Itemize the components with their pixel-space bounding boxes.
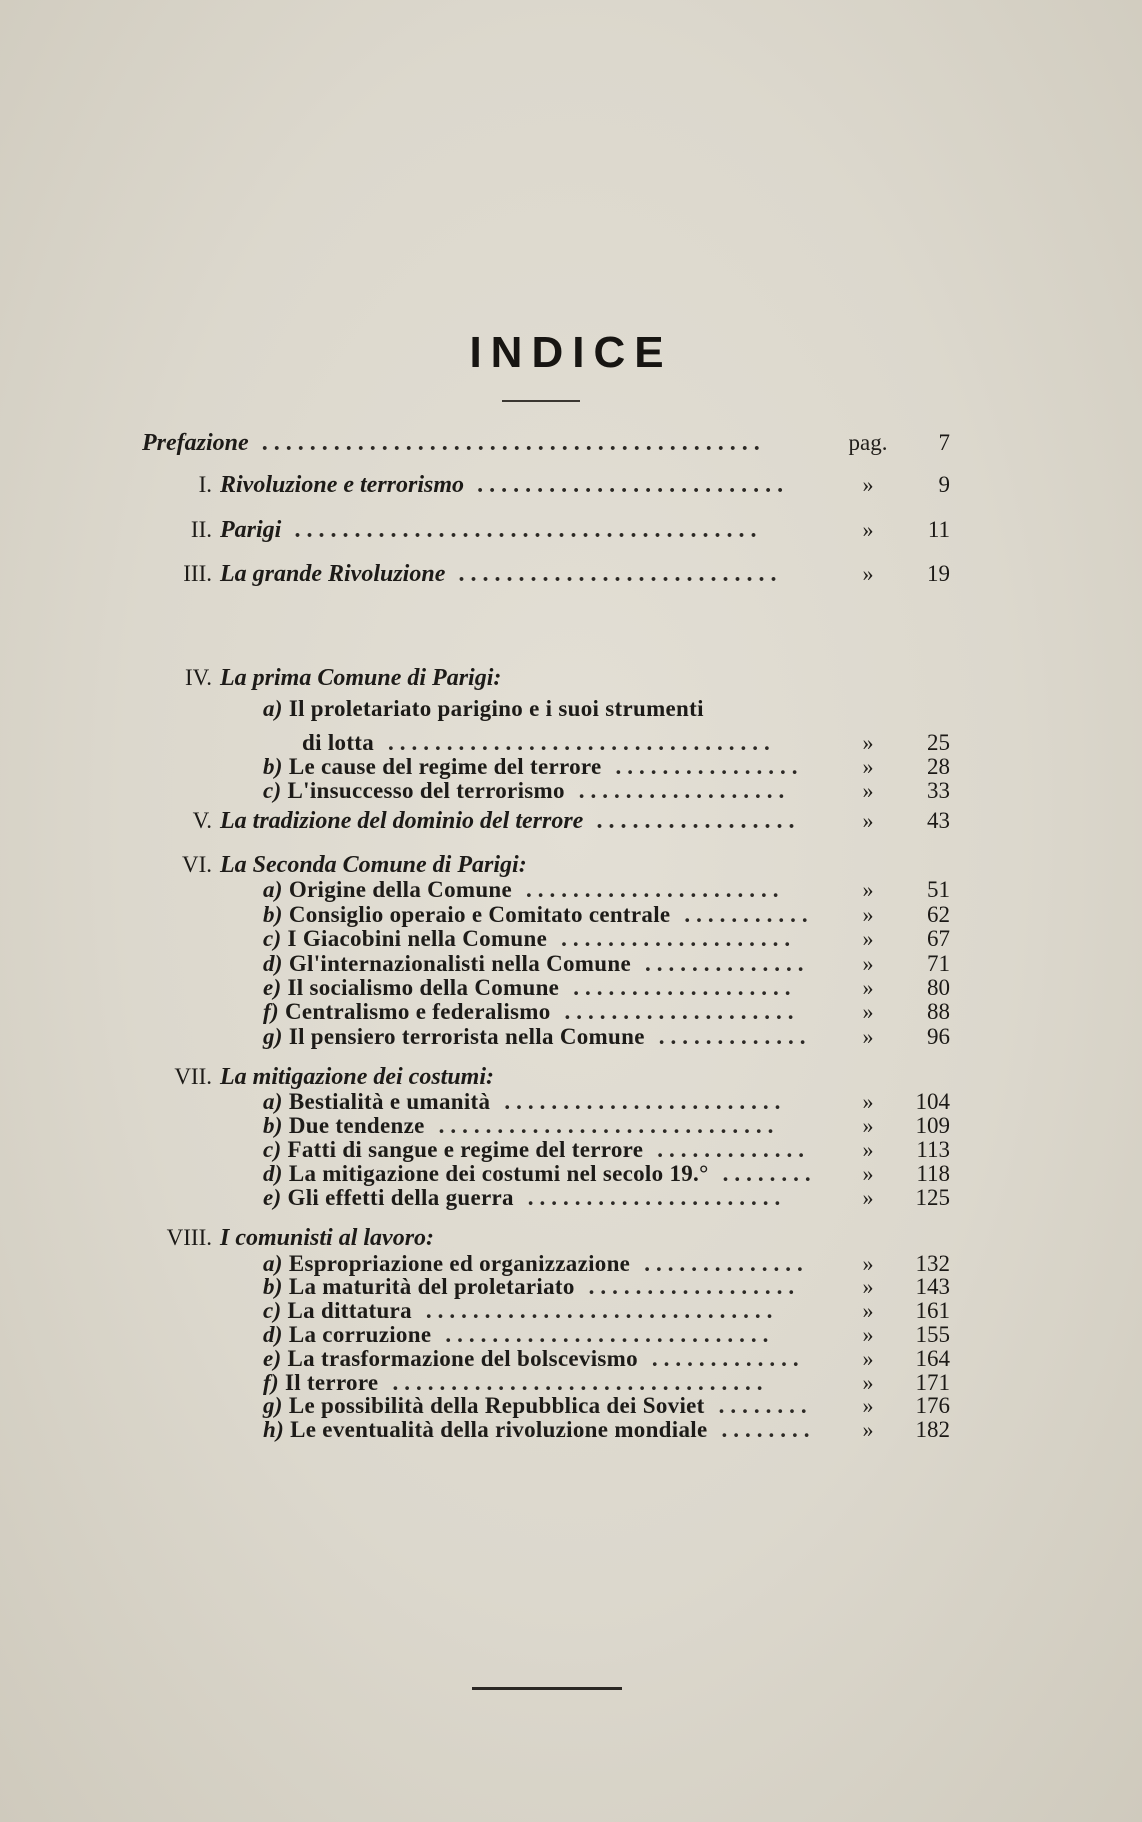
section-letter: b) [263, 1113, 283, 1138]
toc-row [220, 665, 835, 691]
section-title [263, 1417, 707, 1443]
page-number: 176 [915, 1393, 950, 1418]
section-text: Gli effetti della guerra [281, 1185, 514, 1210]
page-title: INDICE [469, 328, 673, 377]
toc-row [263, 902, 835, 928]
toc-row [263, 951, 835, 977]
section-letter: b) [263, 754, 283, 779]
dot-leader: ........ [718, 1393, 813, 1418]
toc-row [263, 1346, 835, 1372]
page-number: 113 [916, 1137, 950, 1162]
page-number: 143 [915, 1274, 950, 1299]
dot-leader: ........ [722, 1161, 817, 1186]
toc-row [220, 561, 835, 587]
ditto-mark: » [862, 1346, 874, 1371]
section-text: Origine della Comune [282, 877, 513, 902]
section-title [263, 902, 670, 928]
page-number: 71 [927, 951, 950, 976]
section-letter: f) [263, 1370, 279, 1395]
toc-row [263, 778, 835, 804]
ditto-mark: » [862, 730, 874, 755]
section-title [263, 754, 601, 780]
chapter-title: La grande Rivoluzione [220, 561, 446, 587]
end-rule [472, 1687, 622, 1690]
section-letter: e) [263, 975, 282, 1000]
section-text: Il proletariato parigino e i suoi strumenti [282, 696, 704, 721]
section-letter: c) [263, 1298, 282, 1323]
dot-leader: .................... [564, 999, 800, 1024]
ditto-mark: » [862, 472, 874, 497]
page-number: 132 [915, 1251, 950, 1276]
toc-row [263, 1322, 835, 1348]
section-title [263, 877, 512, 903]
dot-leader: ........................ [504, 1089, 787, 1114]
page-number: 9 [938, 472, 950, 497]
ditto-mark: » [862, 808, 874, 833]
toc-row [263, 877, 835, 903]
ditto-mark: » [862, 975, 874, 1000]
ditto-mark: » [862, 1298, 874, 1323]
section-text: Il socialismo della Comune [281, 975, 560, 1000]
dot-leader: ................ [615, 754, 804, 779]
section-title [263, 975, 559, 1001]
chapter-title: Parigi [220, 517, 282, 543]
dot-leader: ............. [658, 1024, 812, 1049]
section-text: La corruzione [282, 1322, 432, 1347]
toc-row [263, 1137, 835, 1163]
page-number: 7 [938, 430, 950, 455]
dot-leader: .......................................... [262, 430, 767, 456]
ditto-mark: » [862, 1024, 874, 1049]
page-number: 155 [915, 1322, 950, 1347]
ditto-mark: » [862, 1370, 874, 1395]
page-number: 43 [927, 808, 950, 833]
section-text: Le possibilità della Repubblica dei Soviet [282, 1393, 705, 1418]
page-number: 51 [927, 877, 950, 902]
dot-leader: .............. [644, 1251, 809, 1276]
page-number: 161 [915, 1298, 950, 1323]
page-number: 118 [916, 1161, 950, 1186]
section-text: Il terrore [278, 1370, 379, 1395]
ditto-mark: » [862, 877, 874, 902]
page-number: 104 [915, 1089, 950, 1114]
toc-row [263, 1298, 835, 1324]
section-letter: c) [263, 778, 282, 803]
chapter-title: La Seconda Comune di Parigi: [220, 852, 527, 878]
section-title [263, 1089, 490, 1115]
toc-row [220, 808, 835, 834]
toc-row [263, 1274, 835, 1300]
preface-title: Prefazione [142, 430, 249, 456]
ditto-mark: » [862, 1137, 874, 1162]
section-title [263, 778, 565, 804]
section-text: La trasformazione del bolscevismo [281, 1346, 638, 1371]
ditto-mark: » [862, 1393, 874, 1418]
ditto-mark: » [862, 517, 874, 542]
section-letter: h) [263, 1417, 285, 1442]
chapter-title: La mitigazione dei costumi: [220, 1064, 494, 1090]
section-title [263, 696, 704, 722]
section-title [263, 1185, 514, 1211]
toc-row [263, 975, 835, 1001]
page-number: 109 [915, 1113, 950, 1138]
ditto-mark: » [862, 1417, 874, 1442]
dot-leader: .............................. [425, 1298, 779, 1323]
toc-row [263, 1417, 835, 1443]
chapter-number: VII. [174, 1064, 212, 1089]
dot-leader: ................................. [388, 730, 776, 755]
dot-leader: ................................ [392, 1370, 769, 1395]
dot-leader: ...................... [526, 877, 785, 902]
section-title [263, 926, 547, 952]
chapter-number: VIII. [166, 1225, 212, 1250]
toc-row [263, 926, 835, 952]
toc-row [263, 1393, 835, 1419]
chapter-title: La prima Comune di Parigi: [220, 665, 502, 691]
dot-leader: ............................ [445, 1322, 775, 1347]
section-text: La mitigazione dei costumi nel secolo 19.° [282, 1161, 709, 1186]
section-title [263, 1346, 638, 1372]
chapter-number: I. [198, 472, 212, 497]
toc-row [263, 1089, 835, 1115]
toc-row [263, 1113, 835, 1139]
ditto-mark: » [862, 1274, 874, 1299]
page-number: 62 [927, 902, 950, 927]
page-number: 19 [927, 561, 950, 586]
section-letter: a) [263, 1089, 283, 1114]
ditto-mark: » [862, 1322, 874, 1347]
section-text: La dittatura [281, 1298, 412, 1323]
section-text: Bestialità e umanità [282, 1089, 491, 1114]
toc-row [263, 696, 863, 722]
ditto-mark: » [862, 754, 874, 779]
section-text: I Giacobini nella Comune [281, 926, 548, 951]
section-letter: c) [263, 1137, 282, 1162]
section-letter: g) [263, 1393, 283, 1418]
section-title [263, 1024, 645, 1050]
ditto-mark: » [862, 999, 874, 1024]
chapter-number: III. [183, 561, 212, 586]
chapter-number: IV. [184, 665, 212, 690]
toc-row [220, 1225, 835, 1251]
section-text: L'insuccesso del terrorismo [281, 778, 565, 803]
section-letter: d) [263, 1322, 283, 1347]
section-letter: b) [263, 1274, 283, 1299]
toc-row [263, 999, 835, 1025]
section-title [263, 1113, 425, 1139]
page-number: 88 [927, 999, 950, 1024]
toc-row [302, 730, 835, 756]
toc-row [220, 852, 835, 878]
section-text-continued: di lotta [302, 730, 375, 755]
section-letter: b) [263, 902, 283, 927]
toc-row [263, 1024, 835, 1050]
section-letter: f) [263, 999, 279, 1024]
dot-leader: .................... [561, 926, 797, 951]
chapter-title: Rivoluzione e terrorismo [220, 472, 465, 498]
section-text: Centralismo e federalismo [278, 999, 551, 1024]
dot-leader: ........ [721, 1417, 816, 1442]
ditto-mark: » [862, 902, 874, 927]
dot-leader: .................. [588, 1274, 801, 1299]
dot-leader: ............................. [438, 1113, 780, 1138]
chapter-number: II. [190, 517, 212, 542]
section-title [263, 1393, 705, 1419]
page-number: 33 [927, 778, 950, 803]
section-title [263, 1298, 412, 1324]
page-number: 25 [927, 730, 950, 755]
chapter-number: VI. [181, 852, 212, 877]
section-text: Le cause del regime del terrore [282, 754, 602, 779]
page-number: 96 [927, 1024, 950, 1049]
section-title [263, 999, 551, 1025]
toc-row [220, 472, 835, 498]
toc-row [263, 1161, 835, 1187]
section-letter: c) [263, 926, 282, 951]
section-letter: a) [263, 877, 283, 902]
section-text: Il pensiero terrorista nella Comune [282, 1024, 645, 1049]
ditto-mark: » [862, 1185, 874, 1210]
ditto-mark: » [862, 1089, 874, 1114]
page-number: 182 [915, 1417, 950, 1442]
ditto-mark: » [862, 926, 874, 951]
dot-leader: .......................... [478, 472, 791, 498]
toc-row [263, 754, 835, 780]
section-text: Espropriazione ed organizzazione [282, 1251, 631, 1276]
section-letter: d) [263, 951, 283, 976]
page-number: 67 [927, 926, 950, 951]
section-letter: a) [263, 1251, 283, 1276]
chapter-title: I comunisti al lavoro: [220, 1225, 435, 1251]
section-text: Due tendenze [282, 1113, 425, 1138]
ditto-mark: » [862, 778, 874, 803]
page-number: 11 [927, 517, 950, 542]
ditto-mark: » [862, 1161, 874, 1186]
dot-leader: ....................................... [295, 517, 764, 543]
section-title [263, 1274, 575, 1300]
toc-row [263, 1185, 835, 1211]
dot-leader: .............. [644, 951, 810, 976]
ditto-mark: » [862, 1251, 874, 1276]
dot-leader: ................... [573, 975, 797, 1000]
section-title [263, 951, 631, 977]
page-number: 28 [927, 754, 950, 779]
section-letter: e) [263, 1185, 282, 1210]
dot-leader: ................. [597, 808, 802, 834]
section-letter: e) [263, 1346, 282, 1371]
section-letter: d) [263, 1161, 283, 1186]
section-title [263, 1322, 431, 1348]
dot-leader: ............. [657, 1137, 810, 1162]
page-label: pag. [848, 430, 888, 455]
dot-leader: ........... [684, 902, 814, 927]
page-number: 80 [927, 975, 950, 1000]
section-letter: a) [263, 696, 283, 721]
section-text: La maturità del proletariato [282, 1274, 575, 1299]
section-text: Fatti di sangue e regime del terrore [281, 1137, 644, 1162]
ditto-mark: » [862, 561, 874, 586]
section-text: Gl'internazionalisti nella Comune [282, 951, 631, 976]
dot-leader: ...................... [527, 1185, 787, 1210]
page-number: 171 [915, 1370, 950, 1395]
toc-row [142, 430, 835, 456]
section-text: Le eventualità della rivoluzione mondiale [284, 1417, 708, 1442]
ditto-mark: » [862, 1113, 874, 1138]
section-text: Consiglio operaio e Comitato centrale [282, 902, 671, 927]
dot-leader: ........................... [459, 561, 784, 587]
dot-leader: ............. [651, 1346, 805, 1371]
section-title [263, 1137, 643, 1163]
section-title [263, 1161, 709, 1187]
chapter-title: La tradizione del dominio del terrore [220, 808, 584, 834]
section-letter: g) [263, 1024, 283, 1049]
toc-row [220, 517, 835, 543]
page-number: 125 [915, 1185, 950, 1210]
dot-leader: .................. [578, 778, 791, 803]
chapter-number: V. [192, 808, 212, 833]
page-number: 164 [915, 1346, 950, 1371]
toc-row [220, 1064, 835, 1090]
ditto-mark: » [862, 951, 874, 976]
